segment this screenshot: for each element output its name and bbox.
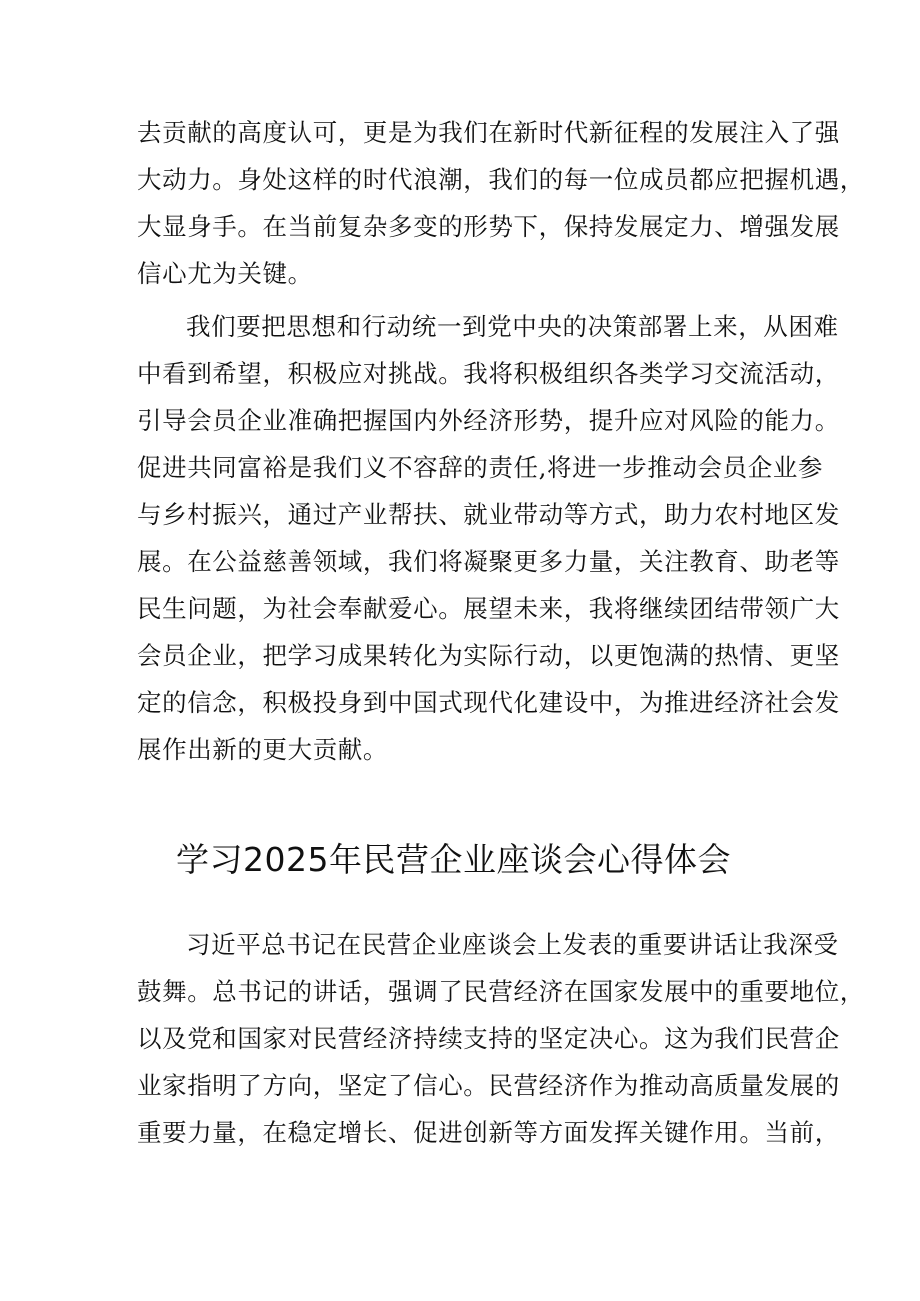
- paragraph-line: 引导会员企业准确把握国内外经济形势，提升应对风险的能力。: [137, 406, 840, 435]
- paragraph-line: 中看到希望，积极应对挑战。我将积极组织各类学习交流活动，: [137, 359, 840, 388]
- paragraph-line: 重要力量，在稳定增长、促进创新等方面发挥关键作用。当前，: [137, 1118, 840, 1147]
- paragraph-line: 会员企业，把学习成果转化为实际行动，以更饱满的热情、更坚: [137, 641, 840, 670]
- paragraph-line: 促进共同富裕是我们义不容辞的责任,将进一步推动会员企业参: [137, 453, 824, 482]
- paragraph-line: 业家指明了方向，坚定了信心。民营经济作为推动高质量发展的: [137, 1071, 840, 1100]
- paragraph-line: 鼓舞。总书记的讲话，强调了民营经济在国家发展中的重要地位，: [137, 977, 865, 1006]
- paragraph-line: 与乡村振兴，通过产业帮扶、就业带动等方式，助力农村地区发: [137, 500, 840, 529]
- paragraph-line: 民生问题，为社会奉献爱心。展望未来，我将继续团结带领广大: [137, 594, 840, 623]
- section-title: 学习2025年民营企业座谈会心得体会: [176, 840, 731, 879]
- paragraph-line: 定的信念，积极投身到中国式现代化建设中，为推进经济社会发: [137, 688, 840, 717]
- paragraph-first-line: 习近平总书记在民营企业座谈会上发表的重要讲话让我深受: [186, 930, 839, 959]
- paragraph-line: 以及党和国家对民营经济持续支持的坚定决心。这为我们民营企: [137, 1024, 840, 1053]
- paragraph-first-line: 我们要把思想和行动统一到党中央的决策部署上来，从困难: [186, 312, 839, 341]
- paragraph-line: 展作出新的更大贡献。: [137, 735, 388, 764]
- paragraph-line: 大显身手。在当前复杂多变的形势下，保持发展定力、增强发展: [137, 212, 840, 241]
- paragraph-line: 去贡献的高度认可，更是为我们在新时代新征程的发展注入了强: [137, 118, 840, 147]
- paragraph-line: 信心尤为关键。: [137, 259, 313, 288]
- paragraph-line: 大动力。身处这样的时代浪潮，我们的每一位成员都应把握机遇，: [137, 165, 865, 194]
- paragraph-line: 展。在公益慈善领域，我们将凝聚更多力量，关注教育、助老等: [137, 547, 840, 576]
